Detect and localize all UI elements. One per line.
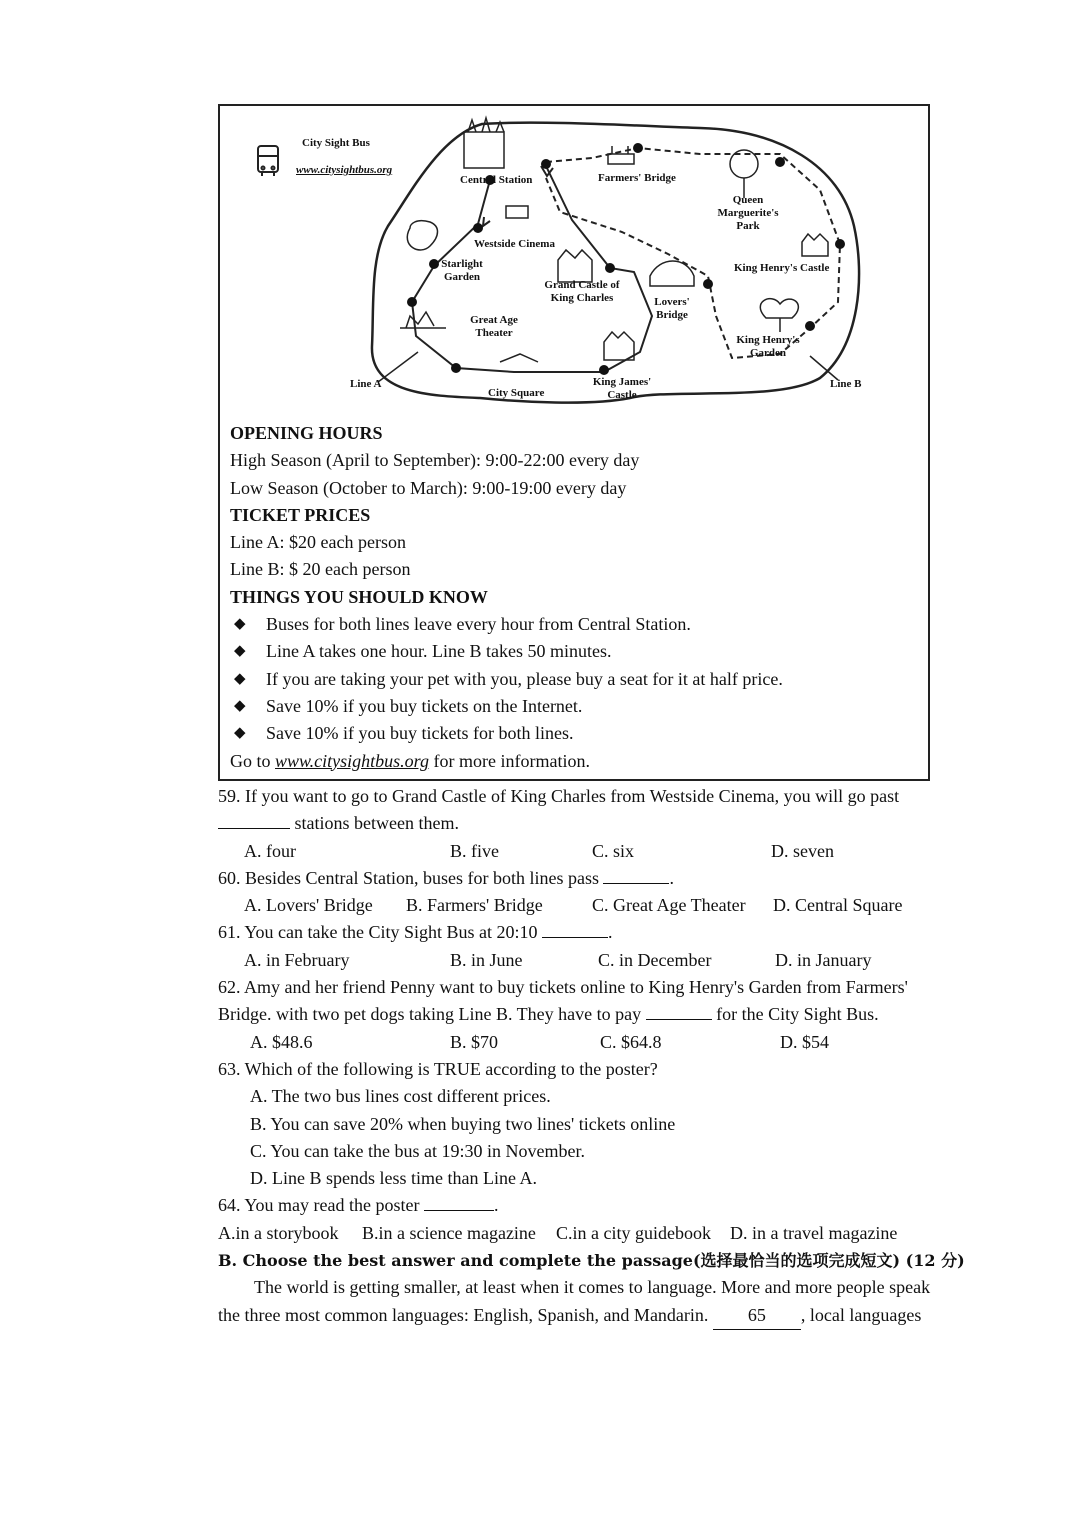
q59-options <box>218 838 918 865</box>
option-a[interactable]: A. Lovers' Bridge <box>244 895 373 916</box>
stop-westside-cinema: Westside Cinema <box>474 238 555 250</box>
bullet-text: Save 10% if you buy tickets on the Internet. <box>266 695 583 716</box>
passage-text: the three most common languages: English, Spanish, and Mandarin. <box>218 1304 709 1325</box>
things-to-know-heading: THINGS YOU SHOULD KNOW <box>230 586 488 607</box>
stop-king-james-castle: King James' Castle <box>592 376 652 401</box>
option-b[interactable]: B. $70 <box>450 1031 499 1052</box>
q64-stem: 64. You may read the poster . <box>218 1192 918 1219</box>
answer-blank <box>542 919 608 938</box>
q61-options <box>218 947 918 974</box>
diamond-bullet-icon: ◆ <box>234 616 246 633</box>
q64-stem-text: 64. You may read the poster <box>218 1195 420 1216</box>
ticket-prices-heading: TICKET PRICES <box>230 504 371 525</box>
q59-stem: 59. If you want to go to Grand Castle of King Charles from Westside Cinema, you will go past <box>218 786 900 806</box>
q59-stem-text: stations between them. <box>294 813 459 834</box>
bullet-text: Save 10% if you buy tickets for both lines. <box>266 723 574 744</box>
answer-blank <box>424 1192 494 1211</box>
line-a-arrow-2 <box>483 217 490 226</box>
more-info-suffix: for more information. <box>433 750 590 771</box>
diamond-bullet-icon: ◆ <box>234 643 246 660</box>
diamond-bullet-icon: ◆ <box>234 697 246 714</box>
stop-central-station: Central Station <box>460 174 533 186</box>
passage-text-2: , local languages <box>800 1304 922 1325</box>
option-c[interactable]: C. in December <box>598 949 712 970</box>
more-info-line <box>230 748 920 775</box>
stop-farmers-bridge: Farmers' Bridge <box>598 172 676 184</box>
q62-stem: 62. Amy and her friend Penny want to buy tickets online to King Henry's Garden from Farmers' <box>218 977 908 998</box>
answer-blank <box>218 810 290 829</box>
q60-stem: 60. Besides Central Station, buses for both lines pass . <box>218 865 918 892</box>
logo-url[interactable]: www.citysightbus.org <box>296 164 393 176</box>
bus-route-map <box>220 106 932 416</box>
info-bullet <box>230 611 920 638</box>
option-c[interactable]: C.in a city guidebook <box>556 1222 711 1243</box>
option-a[interactable]: A. four <box>244 840 296 861</box>
low-season-hours: Low Season (October to March): 9:00-19:00 every day <box>230 477 627 498</box>
option-d[interactable]: D. in a travel magazine <box>730 1222 898 1243</box>
answer-blank <box>646 1001 712 1020</box>
info-bullet <box>230 638 920 665</box>
option-d[interactable]: D. Central Square <box>773 895 903 916</box>
option-b[interactable]: B. Farmers' Bridge <box>406 895 543 916</box>
stop-grand-castle-king-charles: Grand Castle of King Charles <box>544 279 620 304</box>
option-d[interactable]: D. seven <box>771 840 834 861</box>
stop-great-age-theater: Great Age Theater <box>470 314 518 339</box>
option-c[interactable]: C. Great Age Theater <box>592 895 746 916</box>
q61-stem-text: 61. You can take the City Sight Bus at 20:10 <box>218 922 538 943</box>
bullet-text: Buses for both lines leave every hour from Central Station. <box>266 614 691 635</box>
blank-65[interactable]: 65 <box>713 1302 801 1330</box>
q62-stem-cont <box>218 1001 918 1028</box>
opening-hours-heading: OPENING HOURS <box>230 423 383 443</box>
q59-stem-cont <box>218 810 918 837</box>
passage-line-2 <box>218 1302 922 1329</box>
high-season-hours: High Season (April to September): 9:00-22:00 every day <box>230 450 640 471</box>
option-d[interactable]: D. in January <box>775 949 872 970</box>
q63-stem: 63. Which of the following is TRUE according to the poster? <box>218 1058 658 1079</box>
more-info-link[interactable]: www.citysightbus.org <box>275 750 430 771</box>
bullet-text: Line A takes one hour. Line B takes 50 minutes. <box>266 641 612 662</box>
bus-icon <box>258 146 278 176</box>
passage-line-1: The world is getting smaller, at least when it comes to language. More and more people speak <box>254 1277 931 1298</box>
answer-blank <box>603 865 669 884</box>
line-a-price: Line A: $20 each person <box>230 532 406 553</box>
line-a-label: Line A <box>350 378 382 390</box>
info-bullet <box>230 666 920 693</box>
option-a[interactable]: A. in February <box>244 949 350 970</box>
route-map-drawing <box>220 106 932 416</box>
option-d[interactable]: D. Line B spends less time than Line A. <box>250 1168 537 1189</box>
line-b-price: Line B: $ 20 each person <box>230 559 411 580</box>
option-c[interactable]: C. You can take the bus at 19:30 in November. <box>250 1140 585 1161</box>
option-d[interactable]: D. $54 <box>780 1031 829 1052</box>
option-b[interactable]: B.in a science magazine <box>362 1222 536 1243</box>
info-bullet <box>230 693 920 720</box>
option-a[interactable]: A. $48.6 <box>250 1031 313 1052</box>
line-b-leader <box>810 356 838 380</box>
q61-stem: 61. You can take the City Sight Bus at 20:10 . <box>218 919 918 946</box>
bullet-text: If you are taking your pet with you, please buy a seat for it at half price. <box>266 668 783 689</box>
stop-starlight-garden: Starlight Garden <box>441 258 483 283</box>
poster <box>218 104 930 781</box>
stop-king-henrys-garden: King Henry's Garden <box>736 334 800 359</box>
option-a[interactable]: A. The two bus lines cost different prices. <box>250 1086 551 1107</box>
more-info-prefix: Go to <box>230 750 271 771</box>
questions-block <box>218 783 965 1329</box>
diamond-bullet-icon: ◆ <box>234 670 246 687</box>
poster-info <box>230 420 920 775</box>
line-b-label: Line B <box>830 378 862 390</box>
q60-options <box>218 892 918 919</box>
stop-lovers-bridge: Lovers' Bridge <box>654 296 690 321</box>
stop-queen-marguerites-park: Queen Marguerite's Park <box>717 194 779 232</box>
q62-stem-text-2: for the City Sight Bus. <box>716 1004 879 1025</box>
line-a-leader <box>378 352 418 382</box>
diamond-bullet-icon: ◆ <box>234 725 246 742</box>
stop-city-square: City Square <box>488 387 545 399</box>
section-b-heading: B. Choose the best answer and complete the passage(选择最恰当的选项完成短文) (12 分) <box>218 1251 965 1271</box>
stop-king-henrys-castle: King Henry's Castle <box>734 262 830 274</box>
option-c[interactable]: C. $64.8 <box>600 1031 662 1052</box>
q64-options <box>218 1220 918 1247</box>
option-b[interactable]: B. five <box>450 840 499 861</box>
option-b[interactable]: B. in June <box>450 949 523 970</box>
option-a[interactable]: A.in a storybook <box>218 1222 339 1243</box>
option-b[interactable]: B. You can save 20% when buying two lines' tickets online <box>250 1113 676 1134</box>
option-c[interactable]: C. six <box>592 840 635 861</box>
q60-stem-text: 60. Besides Central Station, buses for both lines pass <box>218 867 599 888</box>
line-b-route <box>546 148 840 358</box>
info-bullet <box>230 720 920 747</box>
logo-title: City Sight Bus <box>302 137 370 149</box>
q62-stem-text: Bridge. with two pet dogs taking Line B. They have to pay <box>218 1004 642 1025</box>
q62-options <box>218 1029 918 1056</box>
